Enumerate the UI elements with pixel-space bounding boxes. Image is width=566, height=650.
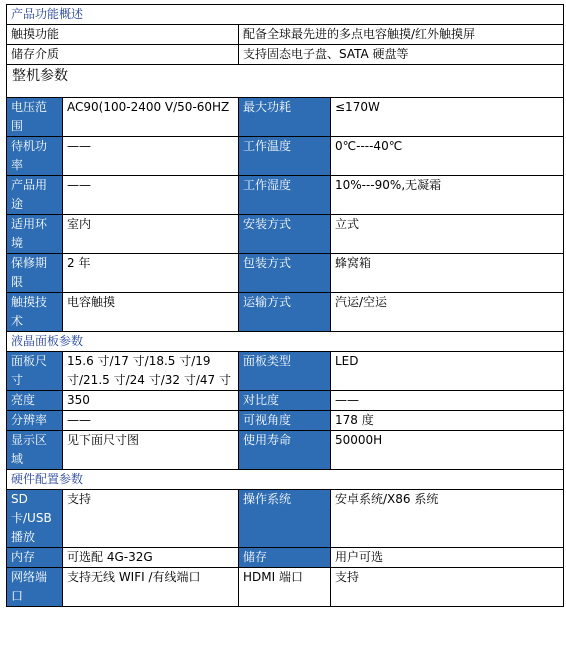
- feature-value: 支持固态电子盘、SATA 硬盘等: [239, 45, 564, 65]
- spec-value: 178 度: [331, 411, 564, 431]
- spec-label: 产品用途: [7, 176, 63, 215]
- page-title: 产品功能概述: [7, 5, 564, 25]
- spec-value: 见下面尺寸图: [63, 431, 239, 470]
- spec-value: ——: [63, 176, 239, 215]
- spec-label: 使用寿命: [239, 431, 331, 470]
- spec-row: [7, 98, 564, 137]
- spec-row: [7, 490, 564, 548]
- feature-value: 配备全球最先进的多点电容触摸/红外触摸屏: [239, 25, 564, 45]
- section-panel-row: [7, 332, 564, 352]
- spec-value: AC90(100-2400 V/50-60HZ: [63, 98, 239, 137]
- spec-label: 亮度: [7, 391, 63, 411]
- spec-value: 立式: [331, 215, 564, 254]
- spec-value: 0℃----40℃: [331, 137, 564, 176]
- spec-value: 10%---90%,无凝霜: [331, 176, 564, 215]
- spec-label: 最大功耗: [239, 98, 331, 137]
- spec-value: 支持无线 WIFI /有线端口: [63, 568, 239, 607]
- section-hardware-row: [7, 470, 564, 490]
- spec-row: [7, 411, 564, 431]
- spec-row: [7, 137, 564, 176]
- section-heading-hardware: 硬件配置参数: [7, 470, 564, 490]
- spec-label: 保修期限: [7, 254, 63, 293]
- spec-row: [7, 352, 564, 391]
- spec-value: 可选配 4G-32G: [63, 548, 239, 568]
- section-heading-machine: 整机参数: [7, 65, 564, 98]
- spec-row: [7, 391, 564, 411]
- spec-value: 安卓系统/X86 系统: [331, 490, 564, 548]
- spec-table: [6, 4, 564, 607]
- spec-label: 电压范围: [7, 98, 63, 137]
- spec-value: ——: [331, 391, 564, 411]
- spec-label: 储存: [239, 548, 331, 568]
- spec-label: 工作湿度: [239, 176, 331, 215]
- spec-label: 网络端口: [7, 568, 63, 607]
- spec-value: 支持: [63, 490, 239, 548]
- spec-row: [7, 215, 564, 254]
- spec-label: 工作温度: [239, 137, 331, 176]
- spec-label: 运输方式: [239, 293, 331, 332]
- spec-label: 分辨率: [7, 411, 63, 431]
- section-overview-row: [7, 5, 564, 25]
- spec-row: [7, 548, 564, 568]
- spec-label: 包装方式: [239, 254, 331, 293]
- spec-value: ——: [63, 411, 239, 431]
- spec-value: 室内: [63, 215, 239, 254]
- spec-row: [7, 254, 564, 293]
- spec-label: 面板类型: [239, 352, 331, 391]
- spec-label: 面板尺寸: [7, 352, 63, 391]
- spec-label: 对比度: [239, 391, 331, 411]
- spec-value: ——: [63, 137, 239, 176]
- section-machine-row: [7, 65, 564, 98]
- spec-label: 可视角度: [239, 411, 331, 431]
- spec-value: 汽运/空运: [331, 293, 564, 332]
- spec-value: ≤170W: [331, 98, 564, 137]
- spec-label: 显示区域: [7, 431, 63, 470]
- spec-value: 2 年: [63, 254, 239, 293]
- spec-row: [7, 293, 564, 332]
- spec-row: [7, 568, 564, 607]
- feature-row: [7, 45, 564, 65]
- spec-label: 待机功率: [7, 137, 63, 176]
- spec-label-plain: HDMI 端口: [239, 568, 331, 607]
- spec-value: 支持: [331, 568, 564, 607]
- spec-label: 适用环境: [7, 215, 63, 254]
- feature-label: 触摸功能: [7, 25, 239, 45]
- spec-label: 安装方式: [239, 215, 331, 254]
- spec-row: [7, 176, 564, 215]
- spec-label: 内存: [7, 548, 63, 568]
- spec-value: LED: [331, 352, 564, 391]
- spec-value: 用户可选: [331, 548, 564, 568]
- spec-value: 350: [63, 391, 239, 411]
- spec-value: 15.6 寸/17 寸/18.5 寸/19 寸/21.5 寸/24 寸/32 寸/47 寸: [63, 352, 239, 391]
- spec-value: 50000H: [331, 431, 564, 470]
- spec-label: SD 卡/USB 播放: [7, 490, 63, 548]
- spec-label: 触摸技术: [7, 293, 63, 332]
- spec-value: 电容触摸: [63, 293, 239, 332]
- spec-label: 操作系统: [239, 490, 331, 548]
- feature-label: 储存介质: [7, 45, 239, 65]
- spec-row: [7, 431, 564, 470]
- spec-value: 蜂窝箱: [331, 254, 564, 293]
- feature-row: [7, 25, 564, 45]
- section-heading-panel: 液晶面板参数: [7, 332, 564, 352]
